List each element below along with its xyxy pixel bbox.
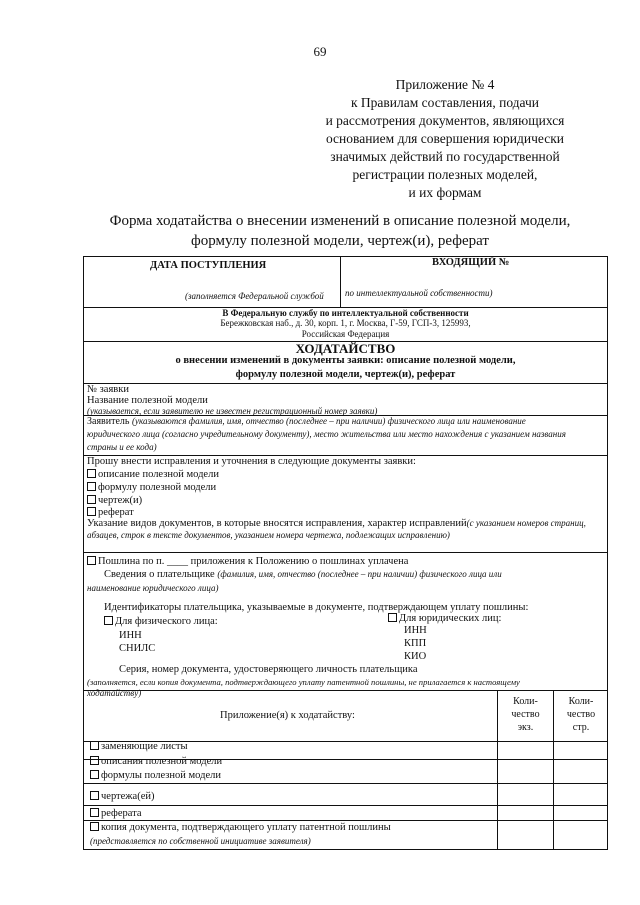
application-number-field[interactable]: № заявки (87, 384, 129, 395)
attachments-header: Приложение(я) к ходатайству: (220, 710, 355, 721)
copies-column-header: Коли- чество экз. (511, 696, 540, 733)
id-document-note-line2: ходатайству) (87, 688, 142, 698)
appendix-header (300, 76, 590, 202)
legal-entity-option[interactable]: Для юридических лиц: (388, 613, 501, 624)
checkbox[interactable] (90, 808, 99, 817)
payer-note: (фамилия, имя, отчество (последнее – при наличии) физического лица или (217, 569, 502, 579)
payer-identifiers-label: Идентификаторы плательщика, указываемые в документе, подтверждающем уплату пошлины: (104, 602, 529, 613)
attachment-row[interactable]: чертежа(ей) (90, 791, 155, 802)
corrections-intro: Прошу внести исправления и уточнения в следующие документы заявки: (87, 456, 416, 467)
table-divider (83, 820, 608, 821)
individual-option[interactable]: Для физического лица: (104, 616, 218, 627)
appendix-line: основанием для совершения юридически (325, 131, 565, 146)
divider (83, 552, 608, 553)
application-note: (указывается, если заявителю не известен регистрационный номер заявки) (87, 406, 378, 416)
address-line3: Российская Федерация (301, 329, 390, 339)
checkbox[interactable] (388, 613, 397, 622)
checkbox[interactable] (104, 616, 113, 625)
payer-info-field[interactable] (104, 569, 502, 580)
table-divider (83, 783, 608, 784)
incoming-number-label: ВХОДЯЩИЙ № (432, 257, 510, 268)
payer-note-line2: наименование юридического лица) (87, 583, 219, 593)
table-divider (83, 805, 608, 806)
form-title-line2: формулу полезной модели, чертеж(и), реферат (191, 233, 489, 249)
utility-model-name-field[interactable]: Название полезной модели (87, 395, 208, 406)
checkbox[interactable] (90, 756, 99, 765)
checkbox[interactable] (87, 507, 96, 516)
checkbox[interactable] (87, 556, 96, 565)
correction-types-label: Указание видов документов, в которые вносятся исправления, характер исправлений (87, 518, 467, 529)
applicant-field[interactable] (87, 416, 526, 427)
appendix-line: значимых действий по государственной (330, 149, 560, 164)
attachment-row[interactable]: реферата (90, 808, 142, 819)
inn-legal-field[interactable]: ИНН (404, 625, 427, 636)
attachments-footnote: (представляется по собственной инициативе заявителя) (90, 836, 311, 846)
inn-field[interactable]: ИНН (119, 630, 142, 641)
id-document-field[interactable]: Серия, номер документа, удостоверяющего личность плательщика (119, 664, 418, 675)
attachment-row[interactable]: копия документа, подтверждающего уплату патентной пошлины (90, 822, 391, 833)
applicant-label: Заявитель (87, 416, 130, 427)
payer-label: Сведения о плательщике (104, 569, 215, 580)
appendix-line: Приложение № 4 (395, 77, 495, 92)
checkbox[interactable] (90, 741, 99, 750)
kio-field[interactable]: КИО (404, 651, 427, 662)
correction-types-note: (с указанием номеров страниц, (466, 518, 586, 528)
address-line2: Бережковская наб., д. 30, корп. 1, г. Москва, Г-59, ГСП-3, 125993, (220, 318, 471, 328)
correction-option-description[interactable]: описание полезной модели (87, 469, 219, 480)
applicant-note: (указываются фамилия, имя, отчество (последнее – при наличии) физического лица или наименование (131, 416, 526, 426)
header-note-left: (заполняется Федеральной службой (185, 291, 324, 301)
kpp-field[interactable]: КПП (404, 638, 427, 649)
appendix-line: регистрации полезных моделей, (352, 167, 538, 182)
checkbox[interactable] (90, 791, 99, 800)
divider (83, 690, 608, 691)
petition-subtitle2: формулу полезной модели, чертеж(и), реферат (235, 369, 456, 380)
header-note-right: по интеллектуальной собственности) (345, 288, 493, 298)
checkbox[interactable] (90, 770, 99, 779)
correction-option-abstract[interactable]: реферат (87, 507, 134, 518)
appendix-line: к Правилам составления, подачи (350, 95, 540, 110)
correction-types-note-line2: абзацев, строк в тексте документов, указанием номера чертежа, подлежащих исправлению) (87, 530, 450, 540)
fee-paid-option[interactable]: Пошлина по п. ____ приложения к Положению о пошлинах уплачена (87, 556, 408, 567)
checkbox[interactable] (87, 469, 96, 478)
applicant-note-line3: страны и ее кода) (87, 442, 157, 452)
correction-option-drawings[interactable]: чертеж(и) (87, 495, 142, 506)
checkbox[interactable] (90, 822, 99, 831)
appendix-line: и рассмотрения документов, являющихся (325, 113, 565, 128)
address-line1: В Федеральную службу по интеллектуальной собственности (222, 308, 469, 318)
checkbox[interactable] (87, 495, 96, 504)
appendix-line: и их формам (408, 185, 482, 200)
checkbox[interactable] (87, 482, 96, 491)
attachment-row[interactable]: формулы полезной модели (90, 770, 221, 781)
correction-types-field[interactable] (87, 518, 586, 529)
form-title-line1: Форма ходатайства о внесении изменений в описание полезной модели, (109, 213, 571, 229)
attachment-row[interactable]: описания полезной модели (90, 756, 222, 767)
petition-title: ХОДАТАЙСТВО (295, 341, 396, 356)
petition-subtitle1: о внесении изменений в документы заявки: описание полезной модели, (175, 355, 516, 366)
divider (83, 383, 608, 384)
snils-field[interactable]: СНИЛС (119, 643, 156, 654)
date-received-label: ДАТА ПОСТУПЛЕНИЯ (150, 260, 267, 271)
form-title (60, 211, 620, 251)
page-number: 69 (313, 44, 327, 59)
id-document-note: (заполняется, если копия документа, подтверждающего уплату патентной пошлины, не прилагается к настоящему (87, 677, 520, 687)
pages-column-header: Коли- чество стр. (566, 696, 596, 733)
attachment-row[interactable]: заменяющие листы (90, 741, 188, 752)
header-divider (340, 256, 341, 307)
correction-option-claims[interactable]: формулу полезной модели (87, 482, 216, 493)
applicant-note-line2: юридического лица (согласно учредительному документу), место жительства или место нахождения с указанием названия (87, 429, 566, 439)
